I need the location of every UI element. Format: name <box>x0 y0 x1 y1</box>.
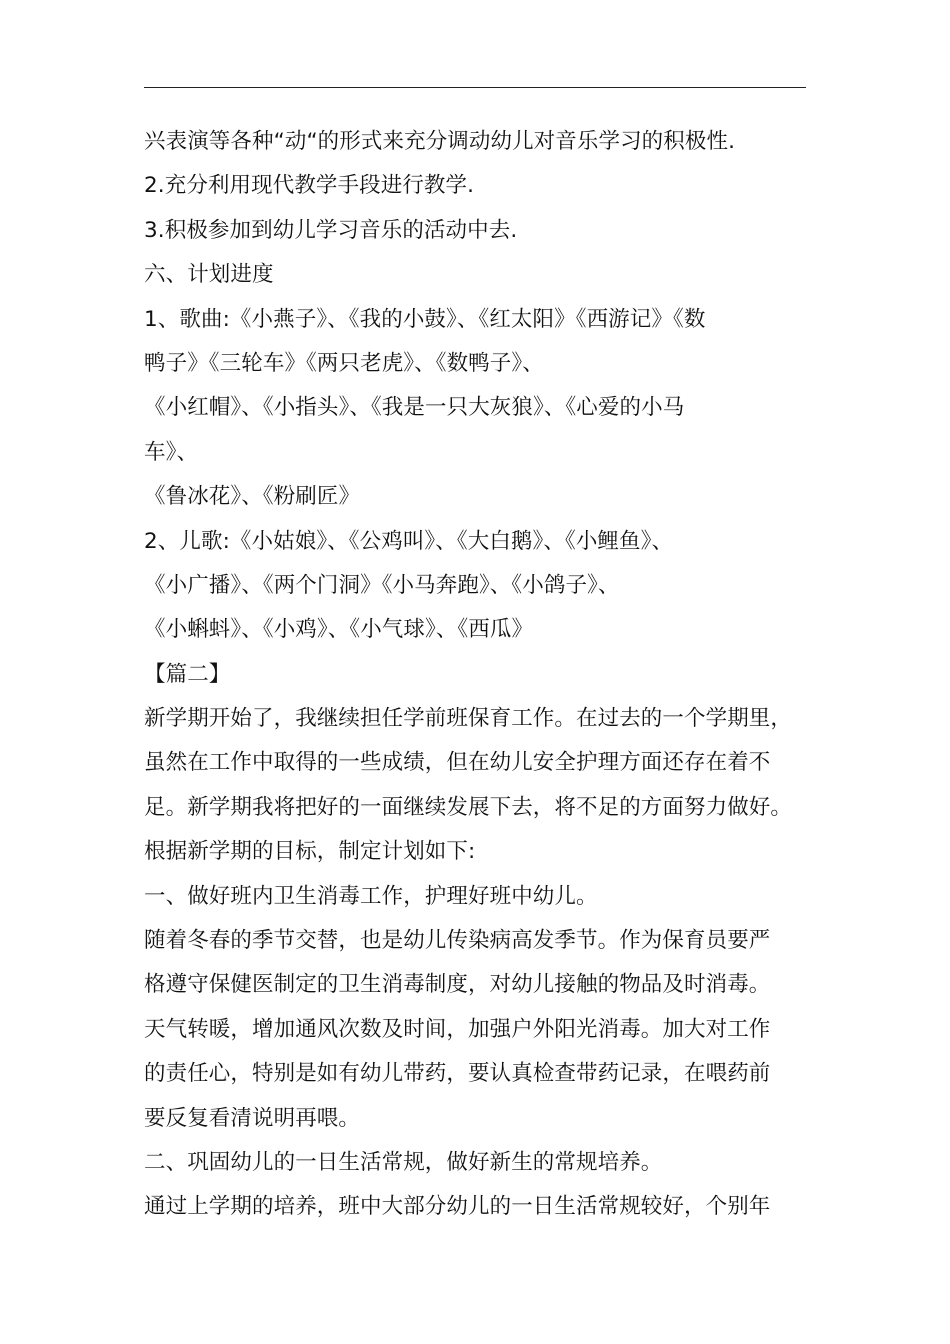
text-line: 的责任心，特别是如有幼儿带药，要认真检查带药记录，在喂药前 <box>144 1061 771 1087</box>
text-line: 通过上学期的培养，班中大部分幼儿的一日生活常规较好，个别年 <box>144 1194 771 1220</box>
text-line: 兴表演等各种“动“的形式来充分调动幼儿对音乐学习的积极性. <box>144 129 736 154</box>
text-line: 《小广播》、《两个门洞》《小马奔跑》、《小鸽子》、 <box>144 572 620 598</box>
text-line: 新学期开始了，我继续担任学前班保育工作。在过去的一个学期里， <box>144 706 793 732</box>
text-line: 1、歌曲:《小燕子》、《我的小鼓》、《红太阳》《西游记》《数 <box>144 306 706 332</box>
text-line: 虽然在工作中取得的一些成绩，但在幼儿安全护理方面还存在着不 <box>144 750 771 776</box>
text-line: 随着冬春的季节交替，也是幼儿传染病高发季节。作为保育员要严 <box>144 928 771 954</box>
text-line: 2.充分利用现代教学手段进行教学. <box>144 173 475 199</box>
text-line: 3.积极参加到幼儿学习音乐的活动中去. <box>144 217 518 243</box>
text-line: 2、儿歌:《小姑娘》、《公鸡叫》、《大白鹅》、《小鲤鱼》、 <box>144 528 674 554</box>
text-line: 车》、 <box>144 439 199 465</box>
text-line: 《鲁冰花》、《粉刷匠》 <box>144 484 361 510</box>
text-line: 《小红帽》、《小指头》、《我是一只大灰狼》、《心爱的小马 <box>144 395 685 421</box>
text-line: 鸭子》《三轮车》《两只老虎》、《数鸭子》、 <box>144 350 544 376</box>
text-line: 格遵守保健医制定的卫生消毒制度，对幼儿接触的物品及时消毒。 <box>144 972 771 998</box>
section-heading: 一、做好班内卫生消毒工作，护理好班中幼儿。 <box>144 883 598 909</box>
part-heading: 【篇二】 <box>144 661 231 687</box>
text-line: 天气转暖，增加通风次数及时间，加强户外阳光消毒。加大对工作 <box>144 1016 771 1042</box>
text-line: 《小蝌蚪》、《小鸡》、《小气球》、《西瓜》 <box>144 617 534 643</box>
section-heading: 六、计划进度 <box>144 262 274 288</box>
header-rule <box>144 87 806 88</box>
text-line: 足。新学期我将把好的一面继续发展下去，将不足的方面努力做好。 <box>144 794 793 820</box>
text-line: 根据新学期的目标，制定计划如下: <box>144 839 476 865</box>
text-line: 要反复看清说明再喂。 <box>144 1105 361 1131</box>
document-body <box>144 120 824 1230</box>
section-heading: 二、巩固幼儿的一日生活常规，做好新生的常规培养。 <box>144 1149 663 1175</box>
